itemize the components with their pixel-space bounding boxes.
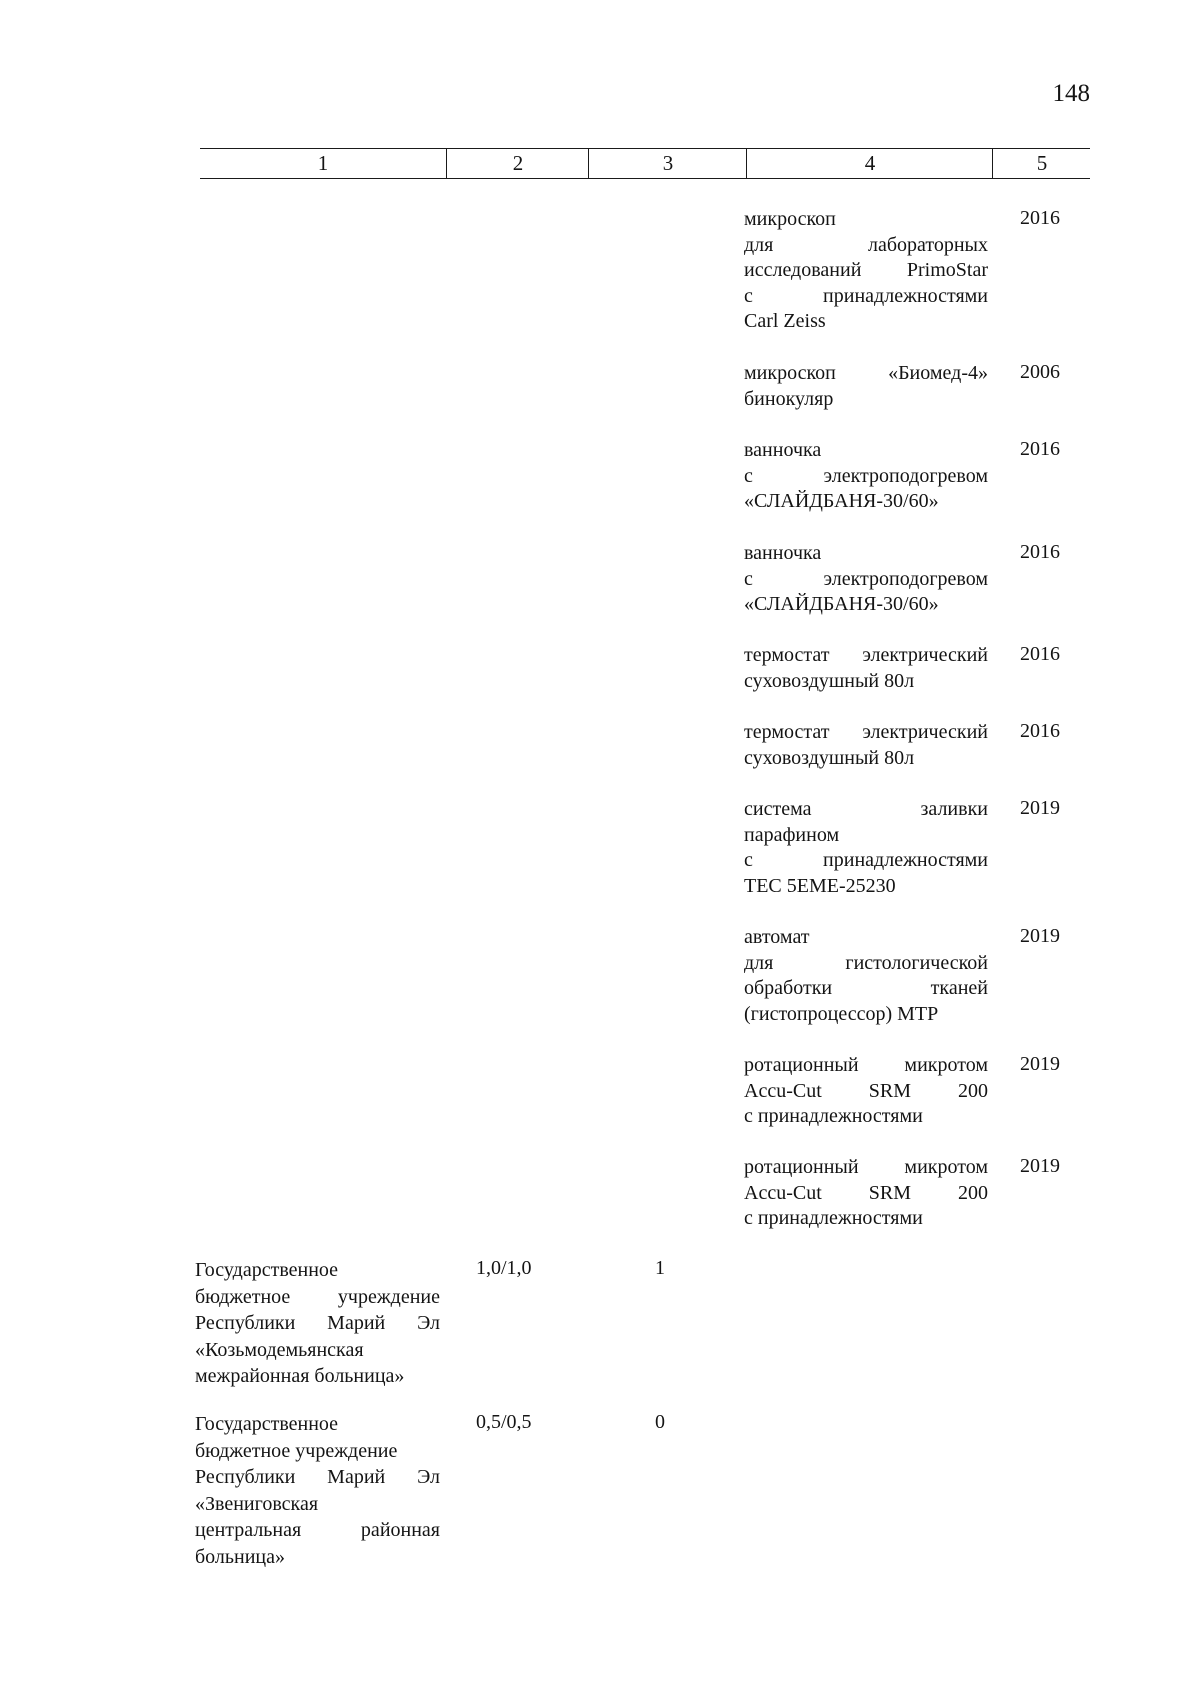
organization-line: «Козьмодемьянская	[195, 1338, 364, 1361]
organization-line: Государственное	[195, 1413, 339, 1435]
equipment-line: суховоздушный 80л	[744, 746, 915, 769]
equipment-year: 2019	[1020, 1053, 1060, 1075]
organization-line: межрайонная больница»	[195, 1365, 405, 1387]
equipment-line: (гистопроцессор) MTP	[744, 1002, 939, 1025]
equipment-line: с принадлежностями	[744, 284, 988, 307]
staff-rate: 1,0/1,0	[476, 1257, 532, 1279]
equipment-year: 2016	[1020, 541, 1060, 563]
organization-line: Республики Марий Эл	[195, 1466, 440, 1488]
equipment-line: микроскоп	[744, 208, 836, 230]
organization-line: бюджетное учреждение	[195, 1285, 440, 1308]
equipment-year: 2016	[1020, 720, 1060, 742]
column-header-2: 2	[446, 149, 589, 178]
organization-name	[195, 1257, 440, 1390]
equipment-name	[744, 643, 988, 694]
equipment-line: «СЛАЙДБАНЯ-30/60»	[744, 593, 939, 615]
organization-line: Государственное	[195, 1259, 339, 1281]
equipment-line: ванночка	[744, 439, 822, 461]
equipment-name	[744, 797, 988, 899]
equipment-line: термостат электрический	[744, 644, 988, 666]
equipment-line: с электроподогревом	[744, 567, 988, 590]
equipment-line: ротационный микротом	[744, 1156, 988, 1178]
equipment-year: 2016	[1020, 643, 1060, 665]
staff-count: 1	[655, 1257, 665, 1279]
column-header-4: 4	[746, 149, 993, 178]
equipment-line: микроскоп «Биомед-4»	[744, 362, 988, 384]
equipment-line: термостат электрический	[744, 721, 988, 743]
organization-line: Республики Марий Эл	[195, 1312, 440, 1334]
equipment-name	[744, 925, 988, 1027]
equipment-line: ванночка	[744, 542, 822, 564]
table-header	[200, 148, 1090, 179]
equipment-year: 2016	[1020, 438, 1060, 460]
equipment-line: с принадлежностями	[744, 849, 988, 871]
equipment-name	[744, 1155, 988, 1232]
staff-rate: 0,5/0,5	[476, 1411, 532, 1433]
organization-line: центральная районная	[195, 1519, 440, 1541]
equipment-year: 2016	[1020, 207, 1060, 229]
equipment-line: Carl Zeiss	[744, 310, 826, 332]
equipment-name	[744, 720, 988, 771]
equipment-year: 2019	[1020, 797, 1060, 819]
equipment-line: бинокуляр	[744, 387, 834, 410]
organization-line: «Звениговская	[195, 1492, 319, 1515]
equipment-line: парафином	[744, 823, 840, 846]
equipment-name	[744, 438, 988, 515]
equipment-line: с электроподогревом	[744, 464, 988, 487]
column-header-5: 5	[992, 149, 1091, 178]
column-header-3: 3	[588, 149, 747, 178]
equipment-name	[744, 541, 988, 618]
equipment-line: для лабораторных	[744, 233, 988, 256]
organization-line: бюджетное учреждение	[195, 1439, 398, 1462]
equipment-line: для гистологической	[744, 951, 988, 974]
equipment-line: с принадлежностями	[744, 1207, 923, 1229]
equipment-line: обработки тканей	[744, 977, 988, 999]
equipment-line: Accu-Cut SRM 200	[744, 1079, 988, 1102]
equipment-line: Accu-Cut SRM 200	[744, 1181, 988, 1204]
organization-name	[195, 1411, 440, 1570]
equipment-name	[744, 207, 988, 335]
equipment-line: ротационный микротом	[744, 1054, 988, 1076]
equipment-year: 2019	[1020, 925, 1060, 947]
equipment-line: с принадлежностями	[744, 1105, 923, 1127]
equipment-line: система заливки	[744, 798, 988, 820]
equipment-line: «СЛАЙДБАНЯ-30/60»	[744, 490, 939, 512]
equipment-name	[744, 1053, 988, 1130]
equipment-year: 2006	[1020, 361, 1060, 383]
equipment-name	[744, 361, 988, 412]
equipment-line: исследований PrimoStar	[744, 259, 988, 281]
equipment-year: 2019	[1020, 1155, 1060, 1177]
equipment-line: автомат	[744, 926, 810, 948]
page-number: 148	[1052, 80, 1090, 107]
staff-count: 0	[655, 1411, 665, 1433]
equipment-line: суховоздушный 80л	[744, 669, 915, 692]
equipment-line: TEC 5EME-25230	[744, 874, 896, 897]
column-header-1: 1	[317, 151, 329, 175]
organization-line: больница»	[195, 1545, 285, 1568]
